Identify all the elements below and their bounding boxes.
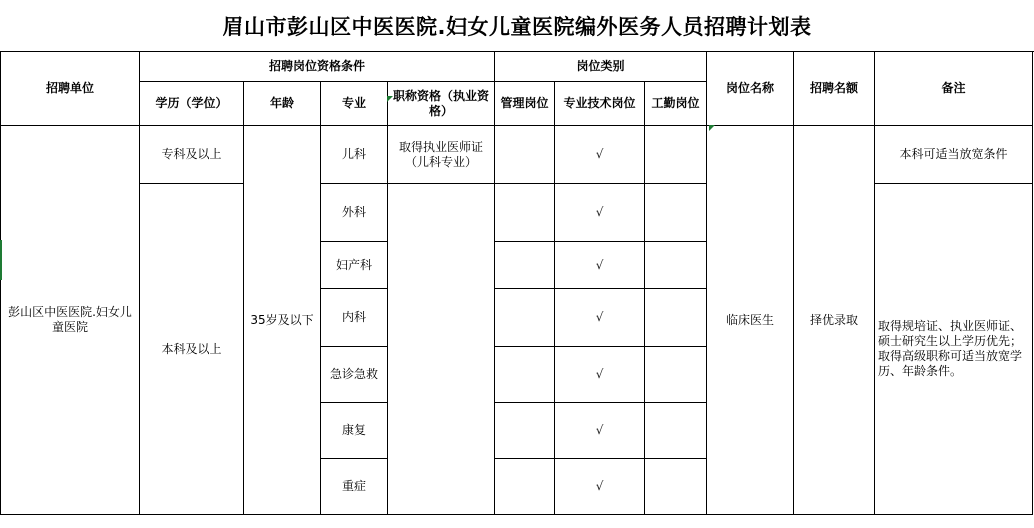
cell-major-4[interactable]: 内科 [321,289,388,347]
recruitment-table [0,51,1033,515]
cell-education-2[interactable]: 本科及以上 [140,184,244,515]
cell-unit[interactable]: 彭山区中医医院.妇女儿童医院 [1,126,140,515]
cell-major-1[interactable]: 儿科 [321,126,388,184]
cell-quota[interactable]: 择优录取 [794,126,875,515]
cell-management-4[interactable] [495,289,555,347]
cell-technical-check-2[interactable]: √ [555,184,645,242]
header-age[interactable]: 年龄 [244,82,321,126]
header-quota[interactable]: 招聘名额 [794,52,875,126]
header-education[interactable]: 学历（学位） [140,82,244,126]
cell-major-5[interactable]: 急诊急救 [321,347,388,403]
cell-major-3[interactable]: 妇产科 [321,242,388,289]
header-technical[interactable]: 专业技术岗位 [555,82,645,126]
cell-labor-3[interactable] [645,242,707,289]
cell-technical-check-7[interactable]: √ [555,459,645,515]
comment-marker-icon[interactable] [709,125,715,131]
cell-technical-check-5[interactable]: √ [555,347,645,403]
cell-technical-check-4[interactable]: √ [555,289,645,347]
cell-management-6[interactable] [495,403,555,459]
header-post-name[interactable]: 岗位名称 [707,52,794,126]
cell-labor-5[interactable] [645,347,707,403]
comment-marker-icon[interactable] [387,96,393,102]
cell-management-7[interactable] [495,459,555,515]
cell-labor-6[interactable] [645,403,707,459]
cell-labor-4[interactable] [645,289,707,347]
selection-edge [0,240,2,280]
cell-technical-check-1[interactable]: √ [555,126,645,184]
cell-technical-check-6[interactable]: √ [555,403,645,459]
cell-labor-7[interactable] [645,459,707,515]
page-title: 眉山市彭山区中医医院.妇女儿童医院编外医务人员招聘计划表 [0,0,1034,52]
cell-management-1[interactable] [495,126,555,184]
cell-major-7[interactable]: 重症 [321,459,388,515]
header-qualification-group[interactable]: 招聘岗位资格条件 [140,52,495,82]
cell-labor-1[interactable] [645,126,707,184]
header-post-category-group[interactable]: 岗位类别 [495,52,707,82]
cell-remark-2[interactable]: 取得规培证、执业医师证、硕士研究生以上学历优先；取得高级职称可适当放宽学历、年龄条件。 [875,184,1033,515]
header-management[interactable]: 管理岗位 [495,82,555,126]
cell-management-5[interactable] [495,347,555,403]
cell-labor-2[interactable] [645,184,707,242]
header-title-qualification[interactable]: 职称资格（执业资格） [388,82,495,126]
cell-major-2[interactable]: 外科 [321,184,388,242]
header-remarks[interactable]: 备注 [875,52,1033,126]
cell-technical-check-3[interactable]: √ [555,242,645,289]
header-major[interactable]: 专业 [321,82,388,126]
cell-management-3[interactable] [495,242,555,289]
cell-title-qualification[interactable]: 取得执业医师证（儿科专业） [388,126,495,184]
cell-remark-1[interactable]: 本科可适当放宽条件 [875,126,1033,184]
cell-post-name[interactable]: 临床医生 [707,126,794,515]
cell-age[interactable]: 35岁及以下 [244,126,321,515]
header-labor[interactable]: 工勤岗位 [645,82,707,126]
cell-education-1[interactable]: 专科及以上 [140,126,244,184]
header-unit[interactable]: 招聘单位 [1,52,140,126]
cell-management-2[interactable] [495,184,555,242]
cell-title-qualification-empty[interactable] [388,184,495,515]
cell-major-6[interactable]: 康复 [321,403,388,459]
